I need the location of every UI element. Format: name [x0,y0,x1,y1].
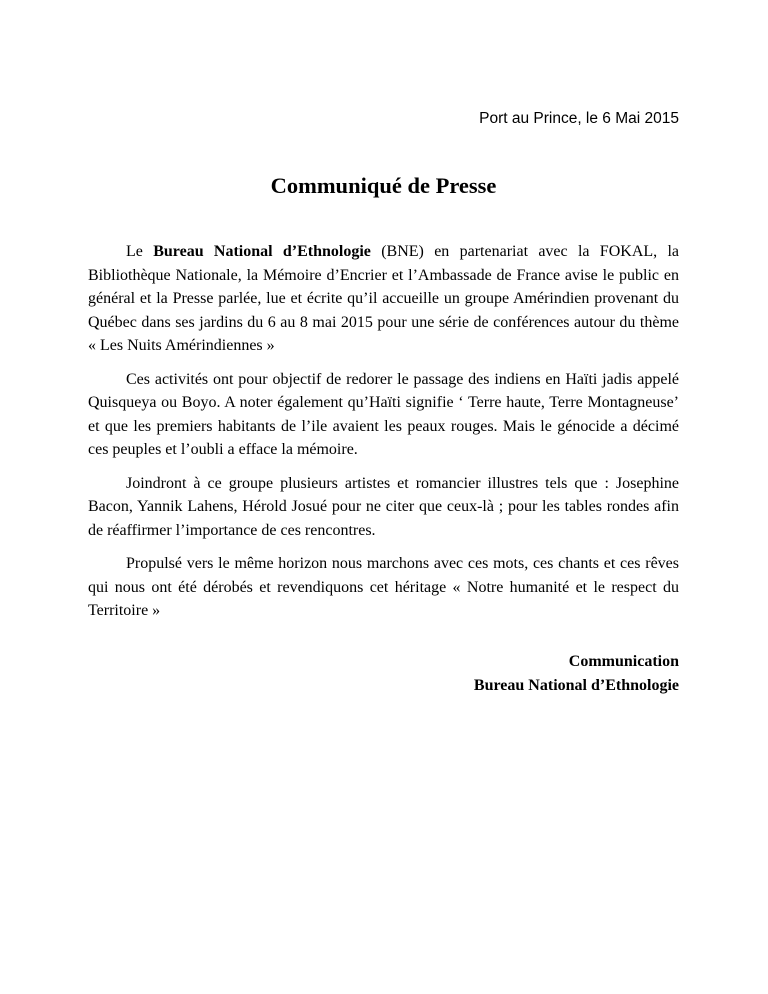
paragraph-4: Propulsé vers le même horizon nous marchons avec ces mots, ces chants et ces rêves qui nous ont été dérobés et revendiquons cet héritage « Notre humanité et le respect du Territoire » [88,555,679,619]
press-release-page [88,0,679,994]
page-title: Communiqué de Presse [270,173,497,198]
signature-department: Communication [568,653,679,670]
paragraph-3: Joindront à ce groupe plusieurs artistes et romancier illustres tels que : Josephine Bacon, Yannik Lahens, Hérold Josué pour ne citer que ceux-là ; pour les tables rondes afin de réaffirmer l’importance de ces rencontres. [88,474,679,539]
dateline: Port au Prince, le 6 Mai 2015 [479,110,679,127]
body-text [88,240,679,633]
signature-organization: Bureau National d’Ethnologie [473,676,679,694]
signature-block [474,650,679,697]
paragraph-1 [88,240,679,358]
paragraph-1-prefix: Le [126,243,154,260]
paragraph-2: Ces activités ont pour objectif de redorer le passage des indiens en Haïti jadis appelé Quisqueya ou Boyo. A noter également qu’Haïti signifie ‘ Terre haute, Terre Montagneuse’ et que les premiers habitants de l’ile avaient les peaux rouges. Mais le génocide a décimé ces peuples et l’oubli a efface la mémoire. [88,370,679,458]
paragraph-1-rest: (BNE) en partenariat avec la FOKAL, la Bibliothèque Nationale, la Mémoire d’Encrier et l’Ambassade de France avise le public en général et la Presse parlée, lue et écrite qu’il accueille un groupe Amérindien provenant du Québec dans ses jardins du 6 au 8 mai 2015 pour une série de conférences autour du thème « Les Nuits Amérindiennes » [88,243,680,354]
organization-name-bold: Bureau National d’Ethnologie [153,243,371,260]
